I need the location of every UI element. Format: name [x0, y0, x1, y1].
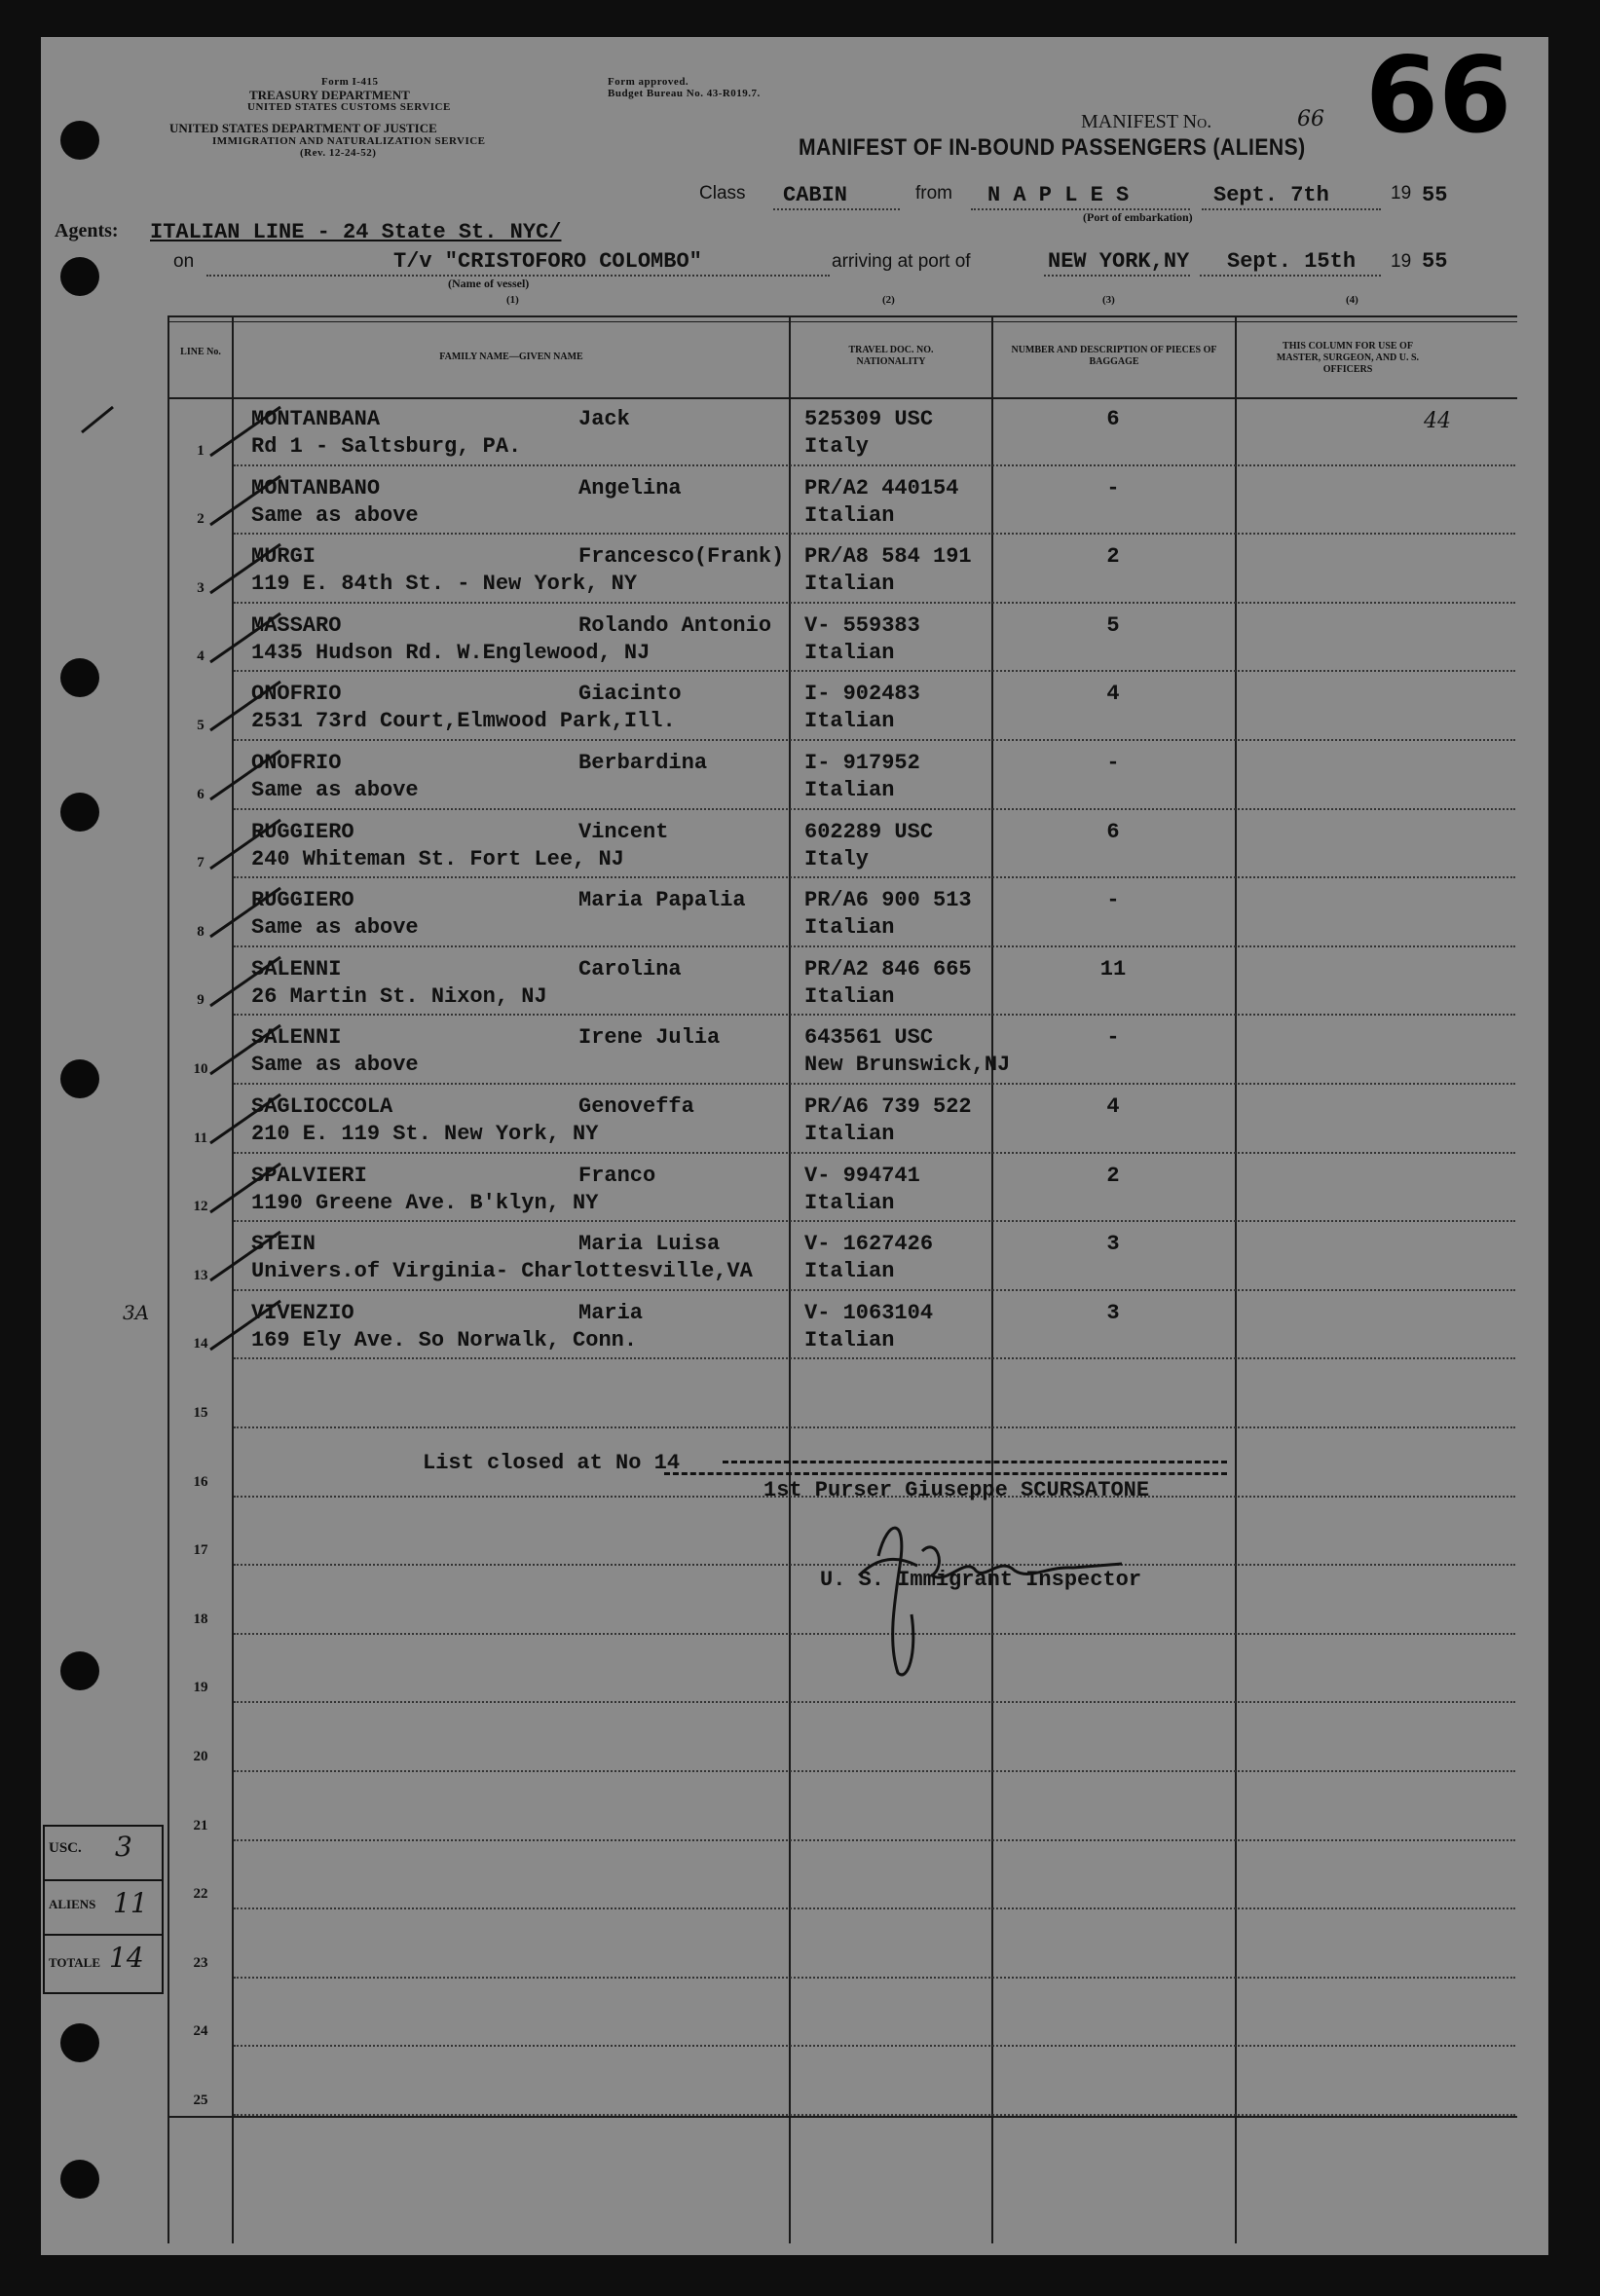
nationality: Italian [804, 640, 895, 665]
punch-hole [60, 2160, 99, 2199]
row-divider [234, 1152, 1515, 1154]
punch-hole [60, 2023, 99, 2062]
tally-box [43, 1825, 164, 1994]
passenger-address: Same as above [251, 502, 419, 528]
list-closed-text: List closed at No 14 [423, 1451, 681, 1475]
usc-count: 3 [115, 1831, 132, 1863]
passenger-family-name: ONOFRIO [251, 751, 342, 775]
margin-mark [80, 399, 119, 438]
punch-hole [60, 1651, 99, 1690]
row-divider [234, 1907, 1515, 1909]
travel-doc-number: 602289 USC [804, 819, 934, 844]
travel-doc-number: PR/A2 846 665 [804, 956, 972, 981]
closing-dash-line [723, 1461, 1227, 1463]
line-number: 7 [197, 855, 205, 871]
row13-margin-note: 3A [123, 1301, 150, 1324]
line-number: 12 [193, 1199, 208, 1215]
passenger-address: 169 Ely Ave. So Norwalk, Conn. [251, 1327, 638, 1352]
travel-doc-number: PR/A8 584 191 [804, 544, 972, 570]
baggage-count: - [1106, 1025, 1120, 1051]
passenger-family-name: ONOFRIO [251, 682, 342, 707]
check-mark [206, 814, 284, 872]
line-number: 5 [197, 718, 205, 733]
passenger-given-name: Berbardina [578, 751, 708, 775]
line-number: 1 [197, 442, 205, 459]
check-mark [206, 401, 284, 460]
check-mark [206, 1158, 284, 1216]
line-number: 25 [193, 2092, 208, 2108]
header-line-no: LINE No. [180, 347, 221, 357]
class-label: Class [699, 183, 746, 204]
punch-hole [60, 257, 99, 296]
col-num-3: (3) [1102, 294, 1115, 306]
passenger-given-name: Francesco(Frank) [578, 544, 785, 570]
passenger-given-name: Franco [578, 1163, 656, 1188]
year-value-2: 55 [1422, 249, 1448, 274]
agents-value: ITALIAN LINE - 24 State St. NYC/ [150, 220, 562, 244]
passenger-family-name: VIVENZIO [251, 1300, 354, 1325]
form-approved: Form approved. [608, 76, 689, 88]
nationality: Italian [804, 778, 895, 802]
agents-label: Agents: [55, 220, 119, 241]
manifest-no-label: MANIFEST No. [1081, 111, 1212, 132]
travel-doc-number: I- 917952 [804, 751, 920, 775]
line-number: 15 [193, 1405, 208, 1421]
col-num-4: (4) [1346, 294, 1358, 306]
passenger-address: Same as above [251, 915, 419, 941]
aliens-label: ALIENS [49, 1897, 96, 1911]
purser-name: 1st Purser Giuseppe SCURSATONE [763, 1478, 1150, 1502]
passenger-address: 1435 Hudson Rd. W.Englewood, NJ [251, 640, 651, 665]
passenger-address: Rd 1 - Saltsburg, PA. [251, 434, 522, 459]
year-value-1: 55 [1422, 183, 1448, 207]
from-label: from [915, 183, 952, 204]
punch-hole [60, 658, 99, 697]
budget-bureau: Budget Bureau No. 43-R019.7. [608, 88, 761, 99]
manifest-no-value: 66 [1297, 107, 1324, 131]
row-divider [234, 739, 1515, 741]
nationality: New Brunswick,NJ [804, 1053, 1011, 1078]
travel-doc-number: I- 902483 [804, 682, 920, 707]
table-bottom-border [167, 2116, 1517, 2118]
line-number: 3 [197, 579, 205, 596]
passenger-given-name: Rolando Antonio [578, 612, 772, 638]
travel-doc-number: V- 1063104 [804, 1300, 934, 1325]
passenger-given-name: Carolina [578, 956, 682, 981]
row-divider [234, 808, 1515, 810]
passenger-given-name: Maria Luisa [578, 1232, 721, 1257]
passenger-family-name: MURGI [251, 544, 316, 570]
passenger-given-name: Giacinto [578, 682, 682, 707]
manifest-title: MANIFEST OF IN-BOUND PASSENGERS (ALIENS) [799, 134, 1306, 161]
line-number: 13 [193, 1267, 208, 1283]
col-num-1: (1) [506, 294, 519, 306]
passenger-family-name: RUGGIERO [251, 888, 354, 913]
customs-service: UNITED STATES CUSTOMS SERVICE [247, 101, 451, 113]
passenger-given-name: Irene Julia [578, 1025, 721, 1051]
passenger-family-name: SAGLIOCCOLA [251, 1094, 393, 1119]
row-divider [234, 1014, 1515, 1016]
travel-doc-number: V- 994741 [804, 1163, 920, 1188]
row-divider [234, 670, 1515, 672]
check-mark [206, 538, 284, 597]
baggage-count: - [1106, 475, 1120, 500]
passenger-address: 240 Whiteman St. Fort Lee, NJ [251, 846, 624, 871]
year-label-2: 19 [1391, 251, 1412, 272]
line-number: 21 [193, 1817, 208, 1833]
line-number: 14 [193, 1336, 208, 1352]
header-name: FAMILY NAME—GIVEN NAME [439, 352, 583, 362]
treasury-department: TREASURY DEPARTMENT [249, 88, 410, 102]
nationality: Italian [804, 983, 895, 1009]
ins-line: IMMIGRATION AND NATURALIZATION SERVICE [212, 135, 486, 147]
row-divider [234, 1083, 1515, 1085]
closing-dash-line [664, 1472, 1227, 1475]
line-number: 20 [193, 1749, 208, 1764]
passenger-address: Univers.of Virginia- Charlottesville,VA [251, 1259, 753, 1284]
passenger-family-name: MONTANBANO [251, 475, 381, 500]
passenger-family-name: SALENNI [251, 956, 342, 981]
passenger-given-name: Maria [578, 1300, 644, 1325]
passenger-address: Same as above [251, 1053, 419, 1078]
revision-date: (Rev. 12-24-52) [300, 147, 377, 159]
nationality: Italian [804, 1259, 895, 1284]
row-divider [234, 1977, 1515, 1979]
passenger-family-name: MASSARO [251, 612, 342, 638]
officer-note: 44 [1424, 409, 1451, 433]
baggage-count: 6 [1106, 407, 1120, 431]
passenger-family-name: MONTANBANA [251, 407, 381, 431]
check-mark [206, 608, 284, 666]
nationality: Italian [804, 1327, 895, 1352]
line-number: 22 [193, 1886, 208, 1903]
line-number: 17 [193, 1542, 208, 1559]
row-divider [234, 1357, 1515, 1359]
passenger-given-name: Jack [578, 407, 630, 431]
vessel-name-note: (Name of vessel) [448, 277, 530, 290]
aliens-count: 11 [113, 1887, 148, 1919]
total-count: 14 [109, 1942, 144, 1974]
arriving-label: arriving at port of [832, 251, 971, 272]
line-number: 23 [193, 1954, 208, 1971]
baggage-count: 5 [1106, 612, 1120, 638]
check-mark [206, 1019, 284, 1078]
col-num-2: (2) [882, 294, 895, 306]
line-number: 8 [197, 923, 205, 940]
on-label: on [173, 251, 195, 272]
row-divider [234, 1770, 1515, 1772]
check-mark [206, 951, 284, 1010]
baggage-count: 4 [1106, 682, 1120, 707]
check-mark [206, 745, 284, 803]
check-mark [206, 470, 284, 529]
passenger-given-name: Angelina [578, 475, 682, 500]
inspector-signature [830, 1498, 1180, 1692]
justice-department: UNITED STATES DEPARTMENT OF JUSTICE [169, 121, 437, 135]
passenger-address: 210 E. 119 St. New York, NY [251, 1122, 599, 1146]
check-mark [206, 1295, 284, 1353]
passenger-family-name: RUGGIERO [251, 819, 354, 844]
row-divider [234, 1220, 1515, 1222]
travel-doc-number: PR/A6 900 513 [804, 888, 972, 913]
passenger-address: 119 E. 84th St. - New York, NY [251, 572, 638, 597]
travel-doc-number: 643561 USC [804, 1025, 934, 1051]
baggage-count: 11 [1099, 956, 1127, 981]
passenger-family-name: STEIN [251, 1232, 316, 1257]
line-number: 6 [197, 786, 205, 802]
manifest-sheet [41, 37, 1548, 2255]
nationality: Italian [804, 572, 895, 597]
arrival-date-value: Sept. 15th [1227, 249, 1357, 274]
line-number: 16 [193, 1473, 208, 1490]
baggage-count: - [1106, 751, 1120, 775]
header-officers: THIS COLUMN FOR USE OF MASTER, SURGEON, AND U. S. OFFICERS [1276, 341, 1420, 375]
row-divider [234, 602, 1515, 604]
passenger-given-name: Maria Papalia [578, 888, 746, 913]
travel-doc-number: PR/A2 440154 [804, 475, 959, 500]
usc-label: USC. [49, 1840, 82, 1856]
check-mark [206, 1089, 284, 1147]
passenger-address: 26 Martin St. Nixon, NJ [251, 983, 547, 1009]
line-number: 18 [193, 1611, 208, 1627]
passenger-address: 2531 73rd Court,Elmwood Park,Ill. [251, 709, 676, 734]
nationality: Italy [804, 846, 870, 871]
check-mark [206, 676, 284, 734]
row-divider [234, 2045, 1515, 2047]
manifest-big-number: 66 [1365, 35, 1512, 157]
baggage-count: 3 [1106, 1232, 1120, 1257]
baggage-count: 3 [1106, 1300, 1120, 1325]
check-mark [206, 1226, 284, 1284]
line-number: 4 [197, 648, 205, 665]
inspector-label: U. S. Immigrant Inspector [820, 1568, 1142, 1592]
travel-doc-number: V- 1627426 [804, 1232, 934, 1257]
passenger-given-name: Genoveffa [578, 1094, 694, 1119]
travel-doc-number: V- 559383 [804, 612, 920, 638]
total-label: TOTALE [49, 1955, 100, 1970]
baggage-count: 2 [1106, 1163, 1120, 1188]
port-embarkation-value: N A P L E S [987, 183, 1130, 207]
nationality: Italy [804, 434, 870, 459]
passenger-family-name: SALENNI [251, 1025, 342, 1051]
line-number: 24 [193, 2023, 208, 2040]
line-number: 10 [193, 1061, 208, 1077]
passenger-family-name: SPALVIERI [251, 1163, 367, 1188]
punch-hole [60, 121, 99, 160]
baggage-count: 6 [1106, 819, 1120, 844]
header-travel-doc: TRAVEL DOC. NO. NATIONALITY [848, 345, 934, 367]
check-mark [206, 882, 284, 941]
row-divider [234, 1839, 1515, 1841]
class-value: CABIN [783, 183, 848, 207]
arrival-port-value: NEW YORK,NY [1048, 249, 1190, 274]
passenger-address: 1190 Greene Ave. B'klyn, NY [251, 1190, 599, 1215]
punch-hole [60, 793, 99, 832]
punch-hole [60, 1059, 99, 1098]
vessel-name-value: T/v "CRISTOFORO COLOMBO" [393, 249, 702, 274]
embarkation-date-value: Sept. 7th [1213, 183, 1329, 207]
year-label-1: 19 [1391, 183, 1412, 204]
row-divider [234, 533, 1515, 535]
row-divider [234, 464, 1515, 466]
row-divider [234, 1701, 1515, 1703]
line-number: 19 [193, 1680, 208, 1696]
row-divider [234, 1426, 1515, 1428]
nationality: Italian [804, 915, 895, 941]
passenger-address: Same as above [251, 778, 419, 802]
baggage-count: - [1106, 888, 1120, 913]
nationality: Italian [804, 502, 895, 528]
port-embarkation-note: (Port of embarkation) [1083, 210, 1193, 224]
baggage-count: 4 [1106, 1094, 1120, 1119]
baggage-count: 2 [1106, 544, 1120, 570]
nationality: Italian [804, 709, 895, 734]
header-baggage: NUMBER AND DESCRIPTION OF PIECES OF BAGGAGE [1011, 345, 1217, 367]
row-divider [234, 945, 1515, 947]
line-number: 9 [197, 992, 205, 1009]
passenger-given-name: Vincent [578, 819, 669, 844]
line-number: 11 [193, 1129, 208, 1146]
form-number: Form I-415 [321, 76, 379, 88]
nationality: Italian [804, 1190, 895, 1215]
row-divider [234, 876, 1515, 878]
row-divider [234, 1289, 1515, 1291]
travel-doc-number: 525309 USC [804, 407, 934, 431]
line-number: 2 [197, 511, 205, 528]
nationality: Italian [804, 1122, 895, 1146]
travel-doc-number: PR/A6 739 522 [804, 1094, 972, 1119]
